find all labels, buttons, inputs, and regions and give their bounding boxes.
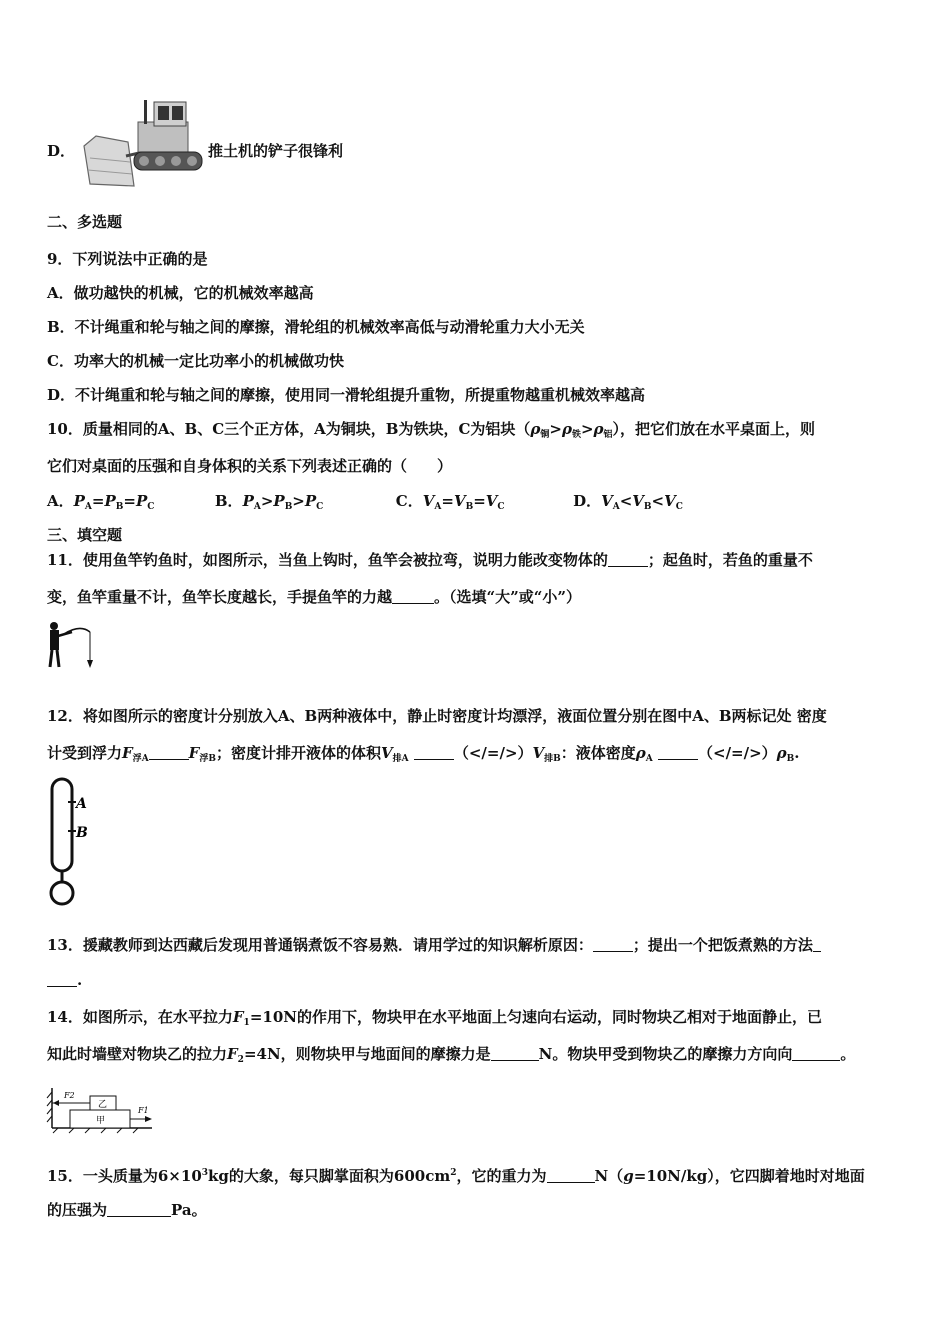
q15-line2: 的压强为 Pa。 [47,1201,207,1219]
q13-blank-2[interactable] [47,972,77,987]
q13-line2: . [47,970,82,990]
section-heading-multi-choice: 二、多选题 [47,213,123,231]
q10-options [47,491,683,517]
svg-text:F2: F2 [64,1091,75,1100]
hydrometer-label-b: B [76,825,88,841]
block-friction-figure [44,1086,156,1134]
fishing-figure [44,620,96,670]
section-heading-fill-blank: 三、填空题 [47,526,123,544]
block-yi-label: 乙 [98,1100,108,1110]
q10-option-b: B．$P_A>P_B>P_C$ [214,492,324,512]
q12-blank-2[interactable] [414,745,454,760]
q9-option-d: D．不计绳重和轮与轴之间的摩擦，使用同一滑轮组提升重物，所提重物越重机械效率越高 [47,386,646,404]
q15-blank-1[interactable] [547,1168,595,1183]
q14-line2: 知此时墙壁对物块乙的拉力$F_2=4N$，则物块甲与地面间的摩擦力是 N。物块甲受到物块乙的摩擦力方向向 。 [47,1045,856,1065]
q11-blank-2[interactable] [392,589,434,604]
bulldozer-figure [82,98,206,190]
q13-blank-1[interactable] [593,937,633,952]
q10-option-a: A．$P_A=P_B=P_C$ [47,492,155,512]
q11-line2: 变，鱼竿重量不计，鱼竿长度越长，手提鱼竿的力越 。（选填“大”或“小”） [47,588,582,606]
svg-text:F1: F1 [138,1106,149,1115]
q14-blank-2[interactable] [792,1046,840,1061]
q14-line1: 14．如图所示，在水平拉力$F_1=10N$的作用下，物块甲在水平地面上匀速向右运动，同时物块乙相对于地面静止，已 [47,1008,822,1028]
rho-aluminum-sub: 铝 [603,430,613,440]
hydrometer-figure [44,776,96,910]
q10-stem-a: 10．质量相同的A、B、C三个正方体，A为铜块，B为铁块，C为铝块（ [47,420,531,438]
rho-iron-sub: 铁 [571,430,581,440]
q13-line1: 13．援藏教师到达西藏后发现用普通锅煮饭不容易熟．请用学过的知识解析原因： ；提出一个把饭煮熟的方法 [47,935,821,955]
q12-blank-3[interactable] [658,745,698,760]
q11-blank-1[interactable] [608,552,648,567]
q8-option-d-text: 推土机的铲子很锋利 [208,142,344,160]
q11-line1: 11．使用鱼竿钓鱼时，如图所示，当鱼上钩时，鱼竿会被拉弯，说明力能改变物体的 ；起鱼时，若鱼的重量不 [47,551,813,569]
q9-option-a: A．做功越快的机械，它的机械效率越高 [47,284,314,302]
q10-stem-line2: 它们对桌面的压强和自身体积的关系下列表述正确的（ ） [47,457,453,475]
q10-stem-b: ），把它们放在水平桌面上，则 [612,420,816,438]
q10-option-c: C．$V_A=V_B=V_C$ [395,492,505,512]
hydrometer-label-a: A [76,796,87,812]
q15-blank-2[interactable] [107,1202,171,1217]
q12-line2: 计受到浮力$F_{浮A}$ $F_{浮B}$；密度计排开液体的体积$V_{排A}$ $(</=/>)V_{排B}$：液体密度$\rho_A$ $(</=/>)\rho_B$. [47,744,800,764]
rho-copper-sub: 铜 [540,430,550,440]
q12-choice-1: （</=/>） [453,744,533,762]
q9-stem: 9．下列说法中正确的是 [47,250,208,268]
q15-line1: 15．一头质量为$6\times 10^3kg$的大象，每只脚掌面积为$600cm^2$，它的重力为 N（g=10N/kg），它四脚着地时对地面 [47,1167,865,1185]
q12-blank-1[interactable] [149,745,189,760]
q8-option-d-label: D． [47,142,76,160]
q10-stem-line1: 10．质量相同的A、B、C三个正方体，A为铜块，B为铁块，C为铝块$(\rho_铜>\rho_铁>\rho_铝)$，把它们放在水平桌面上，则 [47,420,816,440]
q12-line1: 12．将如图所示的密度计分别放入A、B两种液体中，静止时密度计均漂浮，液面位置分别在图中A、B两标记处 密度 [47,707,827,725]
block-jia-label: 甲 [96,1116,106,1126]
q9-option-c: C．功率大的机械一定比功率小的机械做功快 [47,352,344,370]
q12-choice-2: （</=/>） [698,744,777,762]
q10-option-d: D．$V_A<V_B<V_C$ [573,492,683,512]
q9-option-b: B．不计绳重和轮与轴之间的摩擦，滑轮组的机械效率高低与动滑轮重力大小无关 [47,318,585,336]
q14-blank-1[interactable] [491,1046,539,1061]
